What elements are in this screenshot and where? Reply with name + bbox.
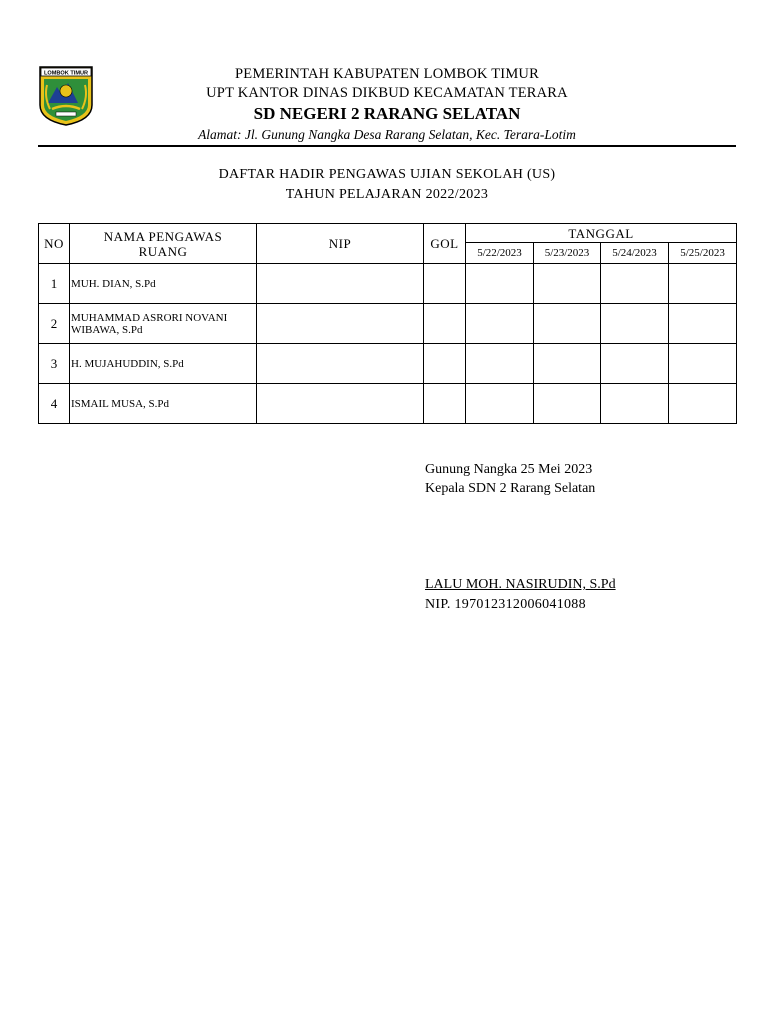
table-row: [39, 264, 737, 304]
row-number: 3: [39, 344, 70, 384]
row-gol-cell[interactable]: [424, 384, 466, 424]
row-nip-cell[interactable]: [257, 344, 424, 384]
header-name-line-1: NAMA PENGAWAS: [103, 228, 223, 244]
header-name: [70, 224, 257, 264]
row-gol-cell[interactable]: [424, 344, 466, 384]
row-signature-cell[interactable]: [466, 344, 534, 384]
row-name: [70, 304, 257, 344]
row-name-line-1: MUHAMMAD ASRORI NOVANI: [71, 311, 228, 324]
signatory-name: LALU MOH. NASIRUDIN, S.Pd: [425, 577, 616, 592]
row-name-line-1: H. MUJAHUDDIN, S.Pd: [71, 357, 184, 370]
letterhead-divider: [38, 145, 736, 147]
header-date: 5/24/2023: [601, 243, 669, 264]
row-number: 2: [39, 304, 70, 344]
row-signature-cell[interactable]: [601, 264, 669, 304]
row-nip-cell[interactable]: [257, 264, 424, 304]
row-signature-cell[interactable]: [669, 344, 737, 384]
row-name-line-1: MUH. DIAN, S.Pd: [71, 277, 156, 290]
row-signature-cell[interactable]: [601, 384, 669, 424]
row-signature-cell[interactable]: [466, 304, 534, 344]
header-tanggal: TANGGAL: [466, 224, 737, 243]
header-nip: NIP: [257, 224, 424, 264]
signatory-nip: NIP. 197012312006041088: [425, 597, 586, 612]
table-row: [39, 384, 737, 424]
row-signature-cell[interactable]: [601, 344, 669, 384]
row-gol-cell[interactable]: [424, 304, 466, 344]
signature-position: Kepala SDN 2 Rarang Selatan: [425, 481, 596, 496]
row-signature-cell[interactable]: [534, 384, 601, 424]
row-signature-cell[interactable]: [466, 264, 534, 304]
letterhead-line-2: UPT KANTOR DINAS DIKBUD KECAMATAN TERARA: [206, 85, 568, 101]
row-name: [70, 344, 257, 384]
row-name: [70, 384, 257, 424]
header-name-line-2: RUANG: [138, 243, 188, 259]
row-number: 4: [39, 384, 70, 424]
row-nip-cell[interactable]: [257, 304, 424, 344]
header-gol: GOL: [424, 224, 466, 264]
row-signature-cell[interactable]: [669, 304, 737, 344]
signature-place-date: Gunung Nangka 25 Mei 2023: [425, 462, 593, 477]
row-name-line-2: WIBAWA, S.Pd: [71, 323, 143, 336]
header-no: NO: [39, 224, 70, 264]
row-signature-cell[interactable]: [534, 264, 601, 304]
school-name: SD NEGERI 2 RARANG SELATAN: [253, 104, 521, 123]
row-signature-cell[interactable]: [601, 304, 669, 344]
header-date: 5/22/2023: [466, 243, 534, 264]
letterhead-line-1: PEMERINTAH KABUPATEN LOMBOK TIMUR: [235, 66, 539, 82]
row-signature-cell[interactable]: [466, 384, 534, 424]
row-signature-cell[interactable]: [534, 344, 601, 384]
header-date: 5/23/2023: [534, 243, 601, 264]
row-signature-cell[interactable]: [669, 384, 737, 424]
header-date: 5/25/2023: [669, 243, 737, 264]
school-address: Alamat: Jl. Gunung Nangka Desa Rarang Selatan, Kec. Terara-Lotim: [198, 127, 576, 142]
row-number: 1: [39, 264, 70, 304]
document-subtitle: TAHUN PELAJARAN 2022/2023: [285, 187, 489, 202]
svg-text:LOMBOK TIMUR: LOMBOK TIMUR: [43, 70, 89, 77]
table-header-row: [39, 224, 737, 243]
row-gol-cell[interactable]: [424, 264, 466, 304]
attendance-table: [38, 223, 737, 424]
row-name: [70, 264, 257, 304]
table-row: [39, 344, 737, 384]
row-name-line-1: ISMAIL MUSA, S.Pd: [71, 397, 170, 410]
row-signature-cell[interactable]: [669, 264, 737, 304]
table-row: [39, 304, 737, 344]
row-signature-cell[interactable]: [534, 304, 601, 344]
document-title: DAFTAR HADIR PENGAWAS UJIAN SEKOLAH (US): [218, 167, 556, 182]
row-nip-cell[interactable]: [257, 384, 424, 424]
